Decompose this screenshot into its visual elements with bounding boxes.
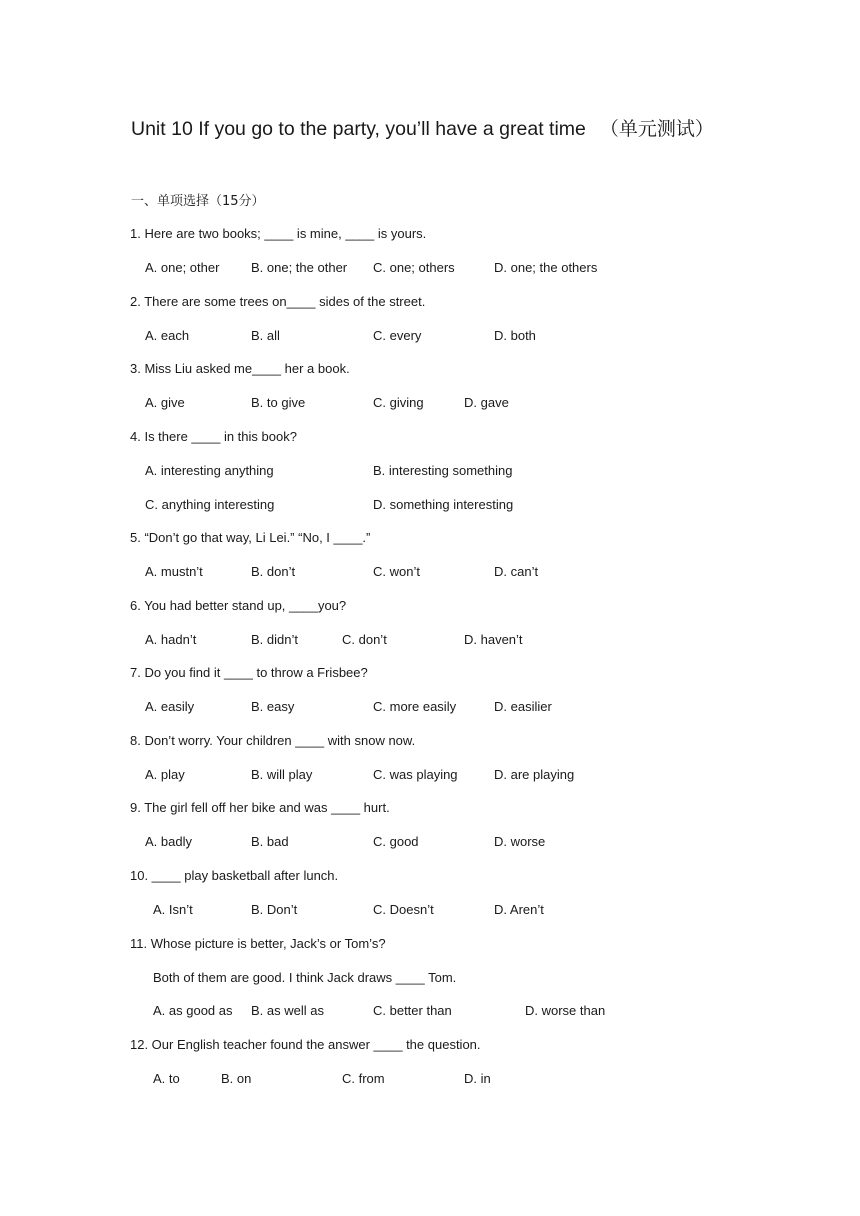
q1-option-c: C. one; others [373, 260, 455, 275]
q8-option-c: C. was playing [373, 767, 458, 782]
q7-option-d: D. easilier [494, 699, 552, 714]
q1-option-a: A. one; other [145, 260, 220, 275]
q2-option-c: C. every [373, 328, 422, 343]
q6-option-c: C. don’t [342, 632, 387, 647]
q6-option-a: A. hadn’t [145, 632, 197, 647]
q11-option-c: C. better than [373, 1003, 452, 1018]
q2-option-d: D. both [494, 328, 536, 343]
question-8: 8. Don’t worry. Your children ____ with snow now. [130, 733, 416, 748]
q3-option-d: D. gave [464, 395, 509, 410]
q4-option-a: A. interesting anything [145, 463, 274, 478]
q10-option-a: A. Isn’t [153, 902, 193, 917]
q7-option-a: A. easily [145, 699, 195, 714]
q10-option-c: C. Doesn’t [373, 902, 434, 917]
q6-option-b: B. didn’t [251, 632, 298, 647]
question-4: 4. Is there ____ in this book? [130, 429, 297, 444]
q8-option-a: A. play [145, 767, 185, 782]
q8-option-d: D. are playing [494, 767, 575, 782]
section-heading: 一、单项选择（15分） [131, 194, 265, 209]
q1-option-b: B. one; the other [251, 260, 348, 275]
q10-option-d: D. Aren’t [494, 902, 544, 917]
q5-option-c: C. won’t [373, 564, 420, 579]
q4-option-c: C. anything interesting [145, 497, 275, 512]
q8-option-b: B. will play [251, 767, 313, 782]
q7-option-c: C. more easily [373, 699, 457, 714]
q10-option-b: B. Don’t [251, 902, 298, 917]
question-11-subtext: Both of them are good. I think Jack draws ____ Tom. [153, 970, 457, 985]
q9-option-d: D. worse [494, 834, 546, 849]
q11-option-a: A. as good as [153, 1003, 233, 1018]
question-2: 2. There are some trees on____ sides of the street. [130, 294, 426, 309]
q5-option-d: D. can’t [494, 564, 539, 579]
q3-option-a: A. give [145, 395, 185, 410]
q4-option-b: B. interesting something [373, 463, 513, 478]
q11-option-b: B. as well as [251, 1003, 324, 1018]
q12-option-b: B. on [221, 1071, 252, 1086]
q11-option-d: D. worse than [525, 1003, 606, 1018]
question-3: 3. Miss Liu asked me____ her a book. [130, 361, 350, 376]
question-10: 10. ____ play basketball after lunch. [130, 868, 339, 883]
q12-option-c: C. from [342, 1071, 385, 1086]
q3-option-b: B. to give [251, 395, 306, 410]
q9-option-b: B. bad [251, 834, 289, 849]
q5-option-b: B. don’t [251, 564, 296, 579]
q12-option-d: D. in [464, 1071, 491, 1086]
document-title [131, 114, 714, 141]
question-6: 6. You had better stand up, ____you? [130, 598, 347, 613]
q3-option-c: C. giving [373, 395, 424, 410]
question-1: 1. Here are two books; ____ is mine, ____ is yours. [130, 226, 427, 241]
q4-option-d: D. something interesting [373, 497, 514, 512]
q7-option-b: B. easy [251, 699, 295, 714]
q2-option-a: A. each [145, 328, 190, 343]
question-11: 11. Whose picture is better, Jack’s or Tom’s? [130, 936, 386, 951]
q9-option-a: A. badly [145, 834, 192, 849]
question-7: 7. Do you find it ____ to throw a Frisbee? [130, 665, 368, 680]
question-12: 12. Our English teacher found the answer ____ the question. [130, 1037, 481, 1052]
q5-option-a: A. mustn’t [145, 564, 203, 579]
q12-option-a: A. to [153, 1071, 180, 1086]
title-english: Unit 10 If you go to the party, you’ll have a great time [131, 118, 586, 140]
question-9: 9. The girl fell off her bike and was ____ hurt. [130, 800, 390, 815]
title-chinese: （单元测试） [599, 118, 714, 140]
q9-option-c: C. good [373, 834, 419, 849]
q6-option-d: D. haven’t [464, 632, 523, 647]
q2-option-b: B. all [251, 328, 280, 343]
q1-option-d: D. one; the others [494, 260, 598, 275]
question-5: 5. “Don’t go that way, Li Lei.” “No, I ____.” [130, 530, 371, 545]
